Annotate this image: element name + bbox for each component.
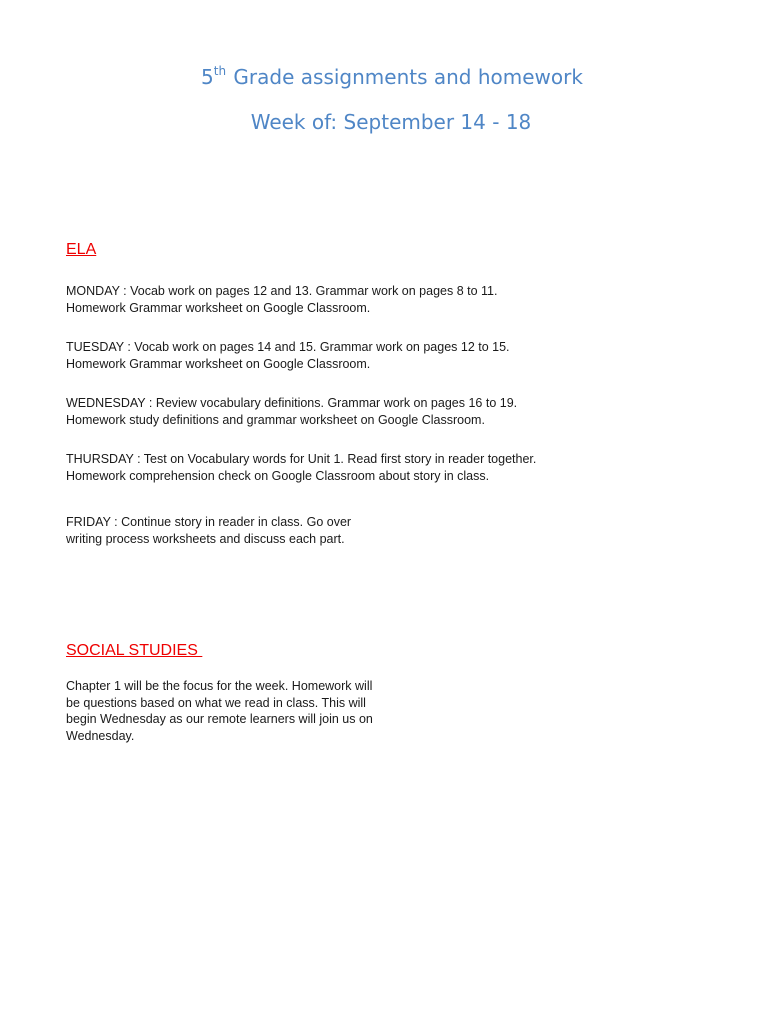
ela-friday-paragraph [66, 514, 351, 547]
ela-tuesday-line-1: TUESDAY : Vocab work on pages 14 and 15. Grammar work on pages 12 to 15. [66, 340, 510, 354]
ela-heading: ELA [66, 241, 97, 258]
social-studies-line-3: begin Wednesday as our remote learners will join us on [66, 712, 373, 726]
social-studies-line-1: Chapter 1 will be the focus for the week. Homework will [66, 679, 373, 693]
ela-friday-line-1: FRIDAY : Continue story in reader in class. Go over [66, 515, 352, 529]
ela-thursday-paragraph [66, 451, 536, 484]
ela-thursday-line-1: THURSDAY : Test on Vocabulary words for Unit 1. Read first story in reader together. [66, 452, 537, 466]
ela-friday-line-2: writing process worksheets and discuss each part. [66, 531, 345, 546]
social-studies-line-2: be questions based on what we read in class. This will [66, 695, 366, 710]
ela-wednesday-line-1: WEDNESDAY : Review vocabulary definitions. Grammar work on pages 16 to 19. [66, 396, 518, 410]
week-line: Week of: September 14 - 18 [250, 110, 532, 134]
ela-monday-line-1: MONDAY : Vocab work on pages 12 and 13. Grammar work on pages 8 to 11. [66, 284, 498, 298]
ela-monday-paragraph [66, 283, 497, 316]
ela-wednesday-line-2: Homework study definitions and grammar worksheet on Google Classroom. [66, 412, 485, 427]
ela-tuesday-paragraph [66, 339, 510, 372]
social-studies-line-4: Wednesday. [66, 728, 135, 743]
ela-thursday-line-2: Homework comprehension check on Google Classroom about story in class. [66, 468, 490, 483]
document-title [8, 65, 768, 92]
ela-tuesday-line-2: Homework Grammar worksheet on Google Classroom. [66, 356, 371, 371]
ela-monday-line-2: Homework Grammar worksheet on Google Classroom. [66, 300, 371, 315]
title-text: Grade assignments and homework [227, 65, 583, 89]
social-studies-paragraph [66, 678, 373, 744]
social-studies-heading: SOCIAL STUDIES [66, 642, 203, 659]
title-grade-number: 5 [201, 65, 214, 89]
ela-wednesday-paragraph [66, 395, 517, 428]
title-superscript: th [213, 64, 227, 78]
